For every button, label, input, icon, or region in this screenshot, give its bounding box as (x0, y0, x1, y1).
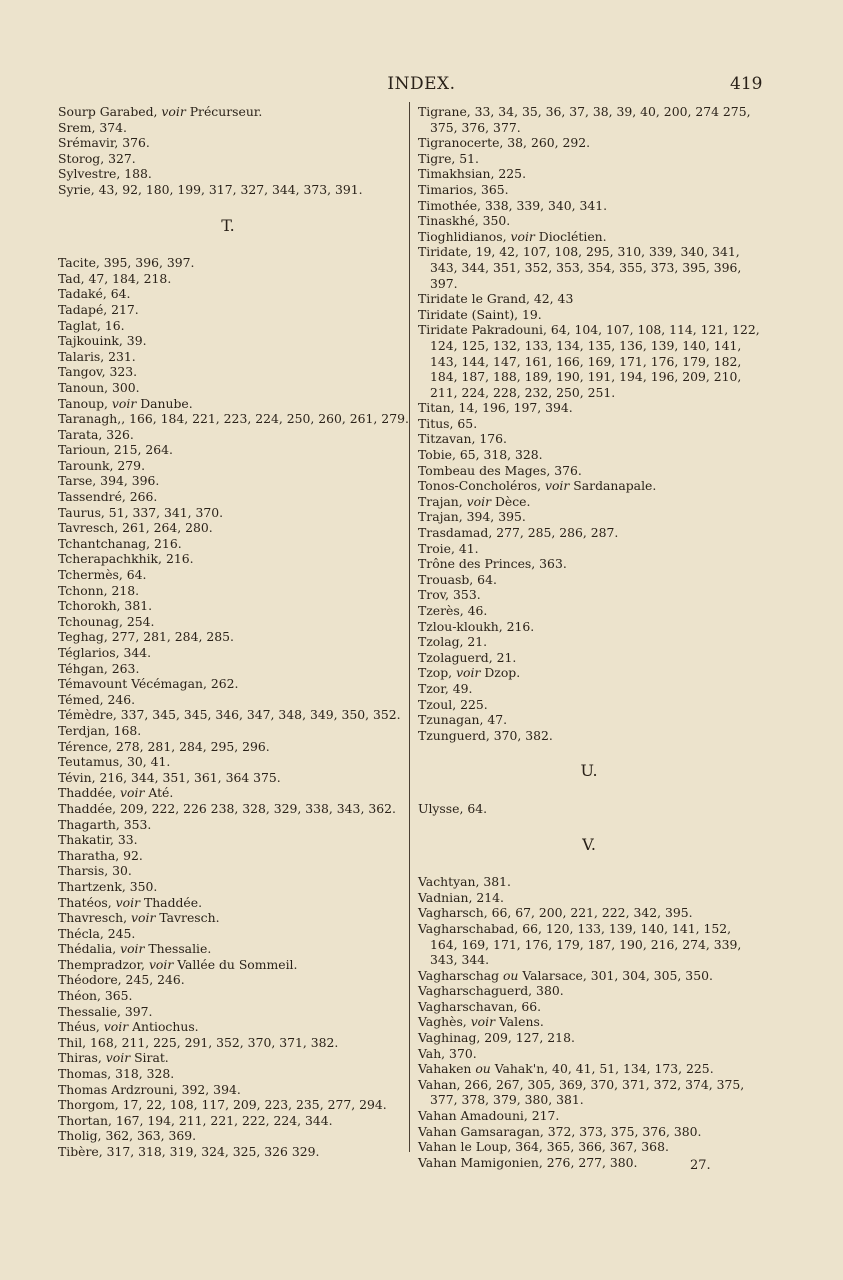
entry-text: Vah, 370. (418, 1045, 477, 1061)
entry-text: Téhgan, 263. (58, 660, 140, 676)
index-entry (58, 1050, 398, 1066)
entry-text: Vadnian, 214. (418, 889, 504, 905)
entry-text: Ulysse, 64. (418, 800, 488, 816)
entry-text: Thorgom, 17, 22, 108, 117, 209, 223, 235, 277, 294. (58, 1097, 387, 1113)
entry-text: Timakhsian, 225. (418, 166, 527, 182)
entry-text: Vahaken (418, 1061, 476, 1077)
index-entry (418, 681, 760, 697)
cross-reference-word: voir (105, 1050, 131, 1066)
index-entry (418, 1124, 760, 1140)
entry-text: Vagharschag (418, 967, 503, 983)
index-entry (58, 801, 398, 817)
index-entry (418, 1061, 760, 1077)
entry-text: Tzerès, 46. (418, 603, 488, 618)
index-entry (418, 1139, 760, 1155)
entry-text: Tharsis, 30. (58, 863, 132, 879)
entry-text: Vahan le Loup, 364, 365, 366, 367, 368. (418, 1139, 669, 1155)
index-entry (418, 1046, 760, 1062)
index-entry (58, 1066, 398, 1082)
entry-text: Tinaskhé, 350. (418, 213, 511, 229)
entry-text: Tévin, 216, 344, 351, 361, 364 375. (58, 769, 281, 785)
entry-text: Thatéos, (58, 894, 116, 910)
entry-text: Thomas, 318, 328. (58, 1066, 175, 1082)
index-entry (418, 587, 760, 603)
entry-list (418, 801, 760, 817)
index-entry (418, 603, 760, 619)
index-entry (58, 135, 398, 151)
index-entry (58, 166, 398, 182)
section-heading-u: U. (580, 761, 598, 781)
entry-text: Vaghès, (418, 1014, 471, 1030)
entry-text: Thessalie. (144, 941, 212, 957)
entry-text: Timothée, 338, 339, 340, 341. (418, 197, 608, 213)
entry-text: Tzor, 49. (418, 680, 473, 696)
index-entry (58, 770, 398, 786)
entry-text: Tchounag, 254. (58, 613, 155, 629)
index-entry (58, 707, 401, 723)
entry-text: Trouasb, 64. (418, 571, 497, 587)
entry-text: Tadaké, 64. (58, 286, 131, 302)
entry-text: Srem, 374. (58, 119, 127, 135)
entry-text: Teghag, 277, 281, 284, 285. (58, 629, 234, 645)
index-entry (58, 1113, 398, 1129)
index-entry (58, 972, 398, 988)
entry-text: Théodore, 245, 246. (58, 972, 185, 988)
index-entry (58, 598, 398, 614)
index-entry (418, 431, 760, 447)
index-entry (58, 879, 398, 895)
entry-text: Thomas Ardzrouni, 392, 394. (58, 1081, 241, 1097)
entry-text: Dzop. (480, 665, 521, 681)
entry-text: Tzlou-kloukh, 216. (418, 618, 535, 634)
page-title: INDEX. (387, 74, 456, 94)
index-entry (418, 921, 760, 968)
entry-text: Thaddée, (58, 785, 121, 801)
entry-text: Tiridate Pakradouni, 64, 104, 107, 108, 114, 121, 122, 124, 125, 132, 133, 134, 135, 136, 139, 140, 141, 143, 144, 147, 161, 166, 169, 171, 176, 179, 182, 184, 187, 188, 189, 190, 191, 194, 196, 209, 210, 211, 224, 228, 232, 250, 251. (418, 322, 760, 400)
entry-text: Syrie, 43, 92, 180, 199, 317, 327, 344, 373, 391. (58, 181, 363, 197)
entry-text: Tanoup, (58, 395, 112, 411)
index-entry (58, 1004, 398, 1020)
index-entry (58, 645, 398, 661)
entry-text: Sirat. (130, 1050, 169, 1066)
entry-text: Tarse, 394, 396. (58, 473, 160, 489)
index-entry (58, 863, 398, 879)
index-entry (58, 473, 398, 489)
index-entry (58, 614, 398, 630)
entry-text: Sourp Garabed, (58, 104, 162, 119)
entry-text: Tchermès, 64. (58, 567, 147, 583)
entry-text: Vahan Mamigonien, 276, 277, 380. (418, 1154, 638, 1170)
entry-text: Thédalia, (58, 941, 121, 957)
index-entry (58, 427, 398, 443)
index-entry (418, 999, 760, 1015)
index-entry (58, 458, 398, 474)
entry-text: Thil, 168, 211, 225, 291, 352, 370, 371, 382. (58, 1034, 339, 1050)
entry-text: Thagarth, 353. (58, 816, 152, 832)
index-entry (418, 509, 760, 525)
entry-text: Tchantchanag, 216. (58, 535, 182, 551)
cross-reference-word: voir (111, 395, 137, 411)
left-column (58, 104, 409, 1160)
index-entry (418, 494, 760, 510)
section-heading-t: T. (221, 215, 235, 235)
entry-text: Tonos-Concholéros, (418, 478, 545, 494)
index-entry (418, 905, 760, 921)
cross-reference-word: voir (148, 956, 174, 972)
entry-text: Vahak'n, 40, 41, 51, 134, 173, 225. (490, 1061, 714, 1077)
entry-text: Srémavir, 376. (58, 135, 150, 151)
index-entry (58, 302, 398, 318)
index-entry (418, 619, 760, 635)
entry-text: Tombeau des Mages, 376. (418, 462, 582, 478)
entry-text: Taglat, 16. (58, 317, 125, 333)
index-entry (58, 1019, 398, 1035)
cross-reference-word: voir (103, 1019, 129, 1035)
entry-text: Sardanapale. (569, 478, 657, 494)
entry-text: Thessalie, 397. (58, 1003, 153, 1019)
index-entry (418, 968, 760, 984)
entry-text: Thavresch, (58, 910, 132, 926)
entry-text: Dèce. (491, 493, 531, 509)
entry-text: Taurus, 51, 337, 341, 370. (58, 504, 224, 520)
index-entry (58, 832, 398, 848)
entry-text: Thécla, 245. (58, 925, 136, 941)
cross-reference-word: ou (475, 1061, 491, 1077)
entry-text: Tiridate, 19, 42, 107, 108, 295, 310, 339, 340, 341, 343, 344, 351, 352, 353, 354, 355, 373, 395, 396, 397. (418, 244, 742, 291)
index-entry (418, 525, 760, 541)
entry-text: Tzolag, 21. (418, 634, 488, 650)
index-entry (418, 478, 760, 494)
index-entry (418, 182, 760, 198)
index-entry (58, 104, 398, 120)
entry-text: Titan, 14, 196, 197, 394. (418, 400, 573, 416)
cross-reference-word: voir (456, 665, 481, 681)
cross-reference-word: voir (470, 1014, 496, 1030)
index-entry (58, 1144, 398, 1160)
index-entry (58, 411, 409, 427)
entry-text: Vagharschaguerd, 380. (418, 983, 564, 999)
entry-text: Valens. (495, 1014, 544, 1030)
entry-text: Vachtyan, 381. (418, 874, 511, 890)
index-entry (58, 255, 398, 271)
index-entry (418, 1108, 760, 1124)
entry-text: Tacite, 395, 396, 397. (58, 255, 195, 271)
cross-reference-word: voir (120, 785, 145, 801)
index-entry (418, 291, 760, 307)
index-entry (418, 1014, 760, 1030)
index-entry (418, 634, 760, 650)
entry-text: Tharatha, 92. (58, 847, 143, 863)
entry-text: Tchorokh, 381. (58, 598, 153, 614)
index-entry (58, 536, 398, 552)
entry-text: Vagharsch, 66, 67, 200, 221, 222, 342, 395. (418, 905, 693, 921)
index-entry (418, 166, 760, 182)
entry-text: Témavount Vécémagan, 262. (58, 676, 239, 692)
entry-text: Tzolaguerd, 21. (418, 649, 517, 665)
index-entry (58, 1082, 398, 1098)
index-entry (418, 665, 760, 681)
index-entry (58, 551, 398, 567)
index-entry (418, 229, 760, 245)
index-entry (58, 583, 398, 599)
entry-text: Tiridate le Grand, 42, 43 (418, 291, 574, 307)
entry-text: Tibère, 317, 318, 319, 324, 325, 326 329. (58, 1144, 320, 1159)
index-entry (58, 364, 398, 380)
index-entry (418, 983, 760, 999)
index-entry (418, 322, 760, 400)
entry-text: Timarios, 365. (418, 181, 509, 197)
right-column (418, 104, 760, 1170)
index-entry (418, 1077, 760, 1108)
index-entry (418, 556, 760, 572)
entry-text: Térence, 278, 281, 284, 295, 296. (58, 738, 270, 754)
entry-text: Thaddée, 209, 222, 226 238, 328, 329, 338, 343, 362. (58, 800, 396, 816)
index-entry (58, 271, 398, 287)
index-entry (58, 520, 398, 536)
cross-reference-word: voir (131, 910, 156, 926)
entry-text: Tangov, 323. (58, 364, 138, 380)
entry-text: Taranagh,, 166, 184, 221, 223, 224, 250, 260, 261, 279. (58, 411, 409, 427)
entry-text: Tarounk, 279. (58, 457, 146, 473)
entry-text: Trov, 353. (418, 587, 481, 603)
index-entry (418, 890, 760, 906)
entry-text: Teutamus, 30, 41. (58, 754, 171, 770)
entry-text: Vahan Amadouni, 217. (418, 1108, 560, 1124)
index-entry (58, 318, 398, 334)
index-entry (58, 489, 398, 505)
entry-text: Danube. (136, 395, 193, 411)
entry-text: Théus, (58, 1019, 104, 1035)
entry-text: Tobie, 65, 318, 328. (418, 447, 543, 463)
entry-text: Vallée du Sommeil. (173, 956, 298, 972)
index-entry (58, 661, 398, 677)
entry-text: Thiras, (58, 1050, 106, 1066)
index-entry (418, 447, 760, 463)
index-entry (58, 151, 398, 167)
index-entry (58, 739, 398, 755)
cross-reference-word: voir (510, 228, 535, 244)
index-entry (418, 400, 760, 416)
section-heading-v: V. (582, 834, 596, 854)
index-entry (58, 692, 398, 708)
index-entry (58, 286, 398, 302)
entry-list (418, 874, 760, 1170)
index-entry (58, 926, 398, 942)
entry-text: Até. (144, 785, 174, 801)
index-entry (58, 1035, 398, 1051)
entry-text: Dioclétien. (534, 228, 607, 244)
entry-text: Tzoul, 225. (418, 696, 488, 712)
entry-text: Tioghlidianos, (418, 228, 511, 244)
index-entry (418, 874, 760, 890)
index-entry (58, 723, 398, 739)
index-entry (418, 728, 760, 744)
signature-mark: 27. (690, 1158, 711, 1173)
entry-text: Téglarios, 344. (58, 645, 152, 660)
entry-text: Tchonn, 218. (58, 582, 140, 598)
index-entry (58, 754, 398, 770)
entry-list (58, 104, 398, 198)
index-entry (58, 442, 398, 458)
entry-text: Tcherapachkhik, 216. (58, 551, 194, 567)
entry-text: Tassendré, 266. (58, 489, 158, 505)
index-entry (58, 676, 398, 692)
entry-text: Vahan, 266, 267, 305, 369, 370, 371, 372, 374, 375, 377, 378, 379, 380, 381. (418, 1076, 745, 1108)
entry-text: Tajkouink, 39. (58, 333, 147, 349)
index-entry (418, 135, 760, 151)
index-entry (58, 895, 398, 911)
index-entry (58, 1097, 398, 1113)
index-entry (58, 567, 398, 583)
entry-text: Tigrane, 33, 34, 35, 36, 37, 38, 39, 40, 200, 274 275, 375, 376, 377. (418, 104, 751, 135)
entry-text: Tavresch. (155, 910, 220, 926)
index-entry (418, 198, 760, 214)
cross-reference-word: voir (544, 478, 570, 494)
index-entry (418, 213, 760, 229)
entry-text: Tzunguerd, 370, 382. (418, 727, 553, 743)
entry-text: Antiochus. (128, 1019, 199, 1035)
index-entry (418, 416, 760, 432)
entry-text: Témed, 246. (58, 691, 136, 707)
index-entry (418, 104, 760, 135)
entry-text: Tad, 47, 184, 218. (58, 270, 172, 286)
entry-text: Thartzenk, 350. (58, 878, 158, 894)
cross-reference-word: voir (161, 104, 186, 119)
entry-list (418, 104, 760, 743)
index-entry (58, 349, 398, 365)
entry-text: Vahan Gamsaragan, 372, 373, 375, 376, 380. (418, 1123, 702, 1139)
index-entry (58, 120, 398, 136)
entry-text: Tigre, 51. (418, 150, 479, 166)
entry-text: Thortan, 167, 194, 211, 221, 222, 224, 344. (58, 1112, 333, 1128)
index-entry (418, 572, 760, 588)
entry-text: Témèdre, 337, 345, 345, 346, 347, 348, 349, 350, 352. (58, 707, 401, 723)
index-entry (58, 817, 398, 833)
entry-text: Trajan, 394, 395. (418, 509, 526, 525)
entry-text: Thakatir, 33. (58, 832, 138, 848)
entry-text: Tzop, (418, 665, 457, 681)
cross-reference-word: voir (466, 493, 492, 509)
entry-text: Tigranocerte, 38, 260, 292. (418, 135, 591, 151)
entry-text: Précurseur. (185, 104, 263, 119)
index-entry (58, 1128, 398, 1144)
entry-list (58, 255, 409, 1159)
entry-text: Tadapé, 217. (58, 301, 139, 317)
index-entry (418, 1030, 760, 1046)
index-entry (418, 712, 760, 728)
index-entry (58, 848, 398, 864)
entry-text: Vaghinag, 209, 127, 218. (418, 1030, 575, 1046)
index-entry (418, 801, 760, 817)
index-entry (58, 182, 398, 198)
cross-reference-word: voir (115, 894, 140, 910)
entry-text: Tarioun, 215, 264. (58, 442, 173, 458)
index-entry (418, 463, 760, 479)
entry-text: Sylvestre, 188. (58, 166, 152, 182)
index-entry (418, 650, 760, 666)
entry-text: Trône des Princes, 363. (418, 556, 567, 572)
entry-text: Vagharschabad, 66, 120, 133, 139, 140, 141, 152, 164, 169, 171, 176, 179, 187, 190, 216, 274, 339, 343, 344. (418, 920, 742, 968)
entry-text: Titzavan, 176. (418, 431, 507, 447)
entry-text: Valarsace, 301, 304, 305, 350. (518, 967, 713, 983)
index-entry (418, 697, 760, 713)
entry-text: Thaddée. (140, 894, 203, 910)
cross-reference-word: ou (502, 967, 519, 983)
index-entry (418, 151, 760, 167)
entry-text: Tzunagan, 47. (418, 712, 508, 728)
entry-text: Vagharschavan, 66. (418, 998, 542, 1014)
cross-reference-word: voir (120, 941, 145, 957)
entry-text: Troie, 41. (418, 540, 479, 556)
index-entry (58, 785, 398, 801)
entry-text: Tholig, 362, 363, 369. (58, 1128, 197, 1144)
entry-text: Trasdamad, 277, 285, 286, 287. (418, 525, 619, 541)
index-entry (58, 396, 398, 412)
index-entry (418, 541, 760, 557)
index-entry (58, 957, 398, 973)
entry-text: Théon, 365. (58, 988, 133, 1004)
entry-text: Trajan, (418, 493, 467, 509)
index-entry (58, 629, 398, 645)
entry-text: Thempradzor, (58, 956, 149, 972)
entry-text: Tavresch, 261, 264, 280. (58, 520, 213, 536)
entry-text: Talaris, 231. (58, 348, 136, 364)
index-entry (418, 307, 760, 323)
entry-text: Tiridate (Saint), 19. (418, 306, 542, 322)
index-entry (58, 941, 398, 957)
entry-text: Tanoun, 300. (58, 379, 140, 395)
index-entry (418, 244, 760, 291)
index-entry (58, 333, 398, 349)
entry-text: Titus, 65. (418, 415, 478, 431)
column-divider (409, 102, 410, 1152)
index-entry (58, 380, 398, 396)
entry-text: Storog, 327. (58, 150, 136, 166)
index-entry (58, 505, 398, 521)
entry-text: Terdjan, 168. (58, 722, 142, 738)
entry-text: Tarata, 326. (58, 426, 134, 442)
index-entry (58, 910, 398, 926)
index-entry (58, 988, 398, 1004)
page-number: 419 (730, 74, 763, 94)
